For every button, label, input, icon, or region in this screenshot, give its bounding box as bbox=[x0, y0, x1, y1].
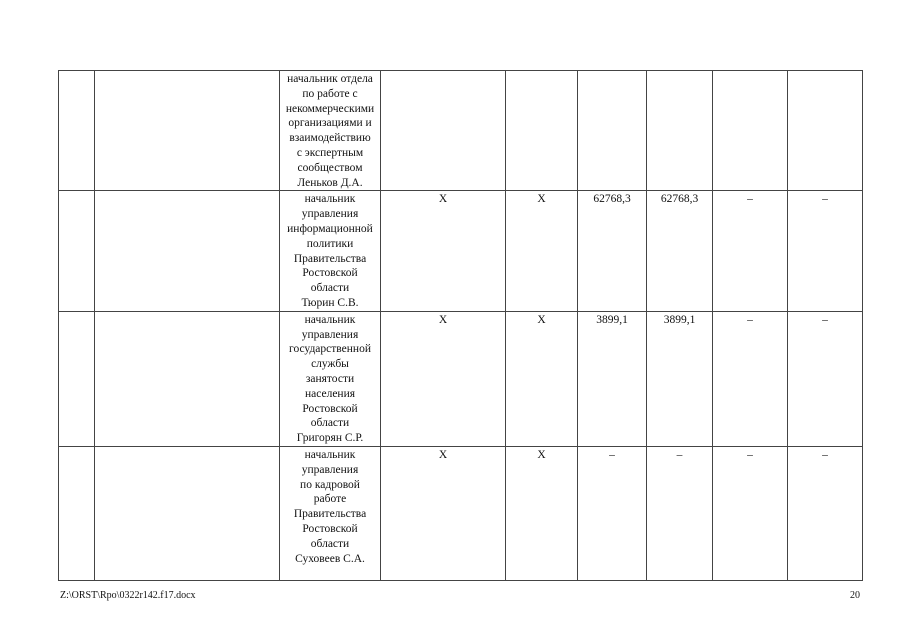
cell-col2: X bbox=[506, 311, 578, 446]
cell-col2 bbox=[506, 71, 578, 191]
cell-col1 bbox=[381, 71, 506, 191]
cell-responsible: начальник управления государственной службы занятости населения Ростовской области Григорян С.Р. bbox=[280, 311, 381, 446]
table-row bbox=[59, 446, 863, 580]
cell-col5: – bbox=[713, 446, 788, 580]
cell-name bbox=[95, 71, 280, 191]
cell-responsible: начальник управления по кадровой работе Правительства Ростовской области Суховеев С.А. bbox=[280, 446, 381, 580]
cell-name bbox=[95, 311, 280, 446]
cell-col4: 3899,1 bbox=[647, 311, 713, 446]
cell-responsible: начальник отдела по работе с некоммерческими организациями и взаимодействию с экспертным сообществом Леньков Д.А. bbox=[280, 71, 381, 191]
cell-col2: X bbox=[506, 191, 578, 311]
cell-col6 bbox=[788, 71, 863, 191]
cell-responsible: начальник управления информационной политики Правительства Ростовской области Тюрин С.В. bbox=[280, 191, 381, 311]
cell-name bbox=[95, 446, 280, 580]
table-row bbox=[59, 71, 863, 191]
cell-col4 bbox=[647, 71, 713, 191]
cell-col3: 3899,1 bbox=[578, 311, 647, 446]
cell-col1: X bbox=[381, 311, 506, 446]
cell-col3: 62768,3 bbox=[578, 191, 647, 311]
cell-col1: X bbox=[381, 446, 506, 580]
table-row bbox=[59, 191, 863, 311]
cell-col4: – bbox=[647, 446, 713, 580]
footer-file-path: Z:\ORST\Rpo\0322r142.f17.docx bbox=[60, 590, 196, 601]
cell-col6: – bbox=[788, 446, 863, 580]
cell-name bbox=[95, 191, 280, 311]
cell-col5: – bbox=[713, 311, 788, 446]
cell-col5 bbox=[713, 71, 788, 191]
cell-col3 bbox=[578, 71, 647, 191]
cell-number bbox=[59, 446, 95, 580]
table-row bbox=[59, 311, 863, 446]
cell-col4: 62768,3 bbox=[647, 191, 713, 311]
cell-col3: – bbox=[578, 446, 647, 580]
cell-col1: X bbox=[381, 191, 506, 311]
cell-col6: – bbox=[788, 311, 863, 446]
cell-number bbox=[59, 71, 95, 191]
cell-col5: – bbox=[713, 191, 788, 311]
program-table bbox=[58, 70, 863, 581]
cell-number bbox=[59, 191, 95, 311]
cell-col6: – bbox=[788, 191, 863, 311]
cell-col2: X bbox=[506, 446, 578, 580]
cell-number bbox=[59, 311, 95, 446]
footer-page-number: 20 bbox=[850, 590, 860, 601]
